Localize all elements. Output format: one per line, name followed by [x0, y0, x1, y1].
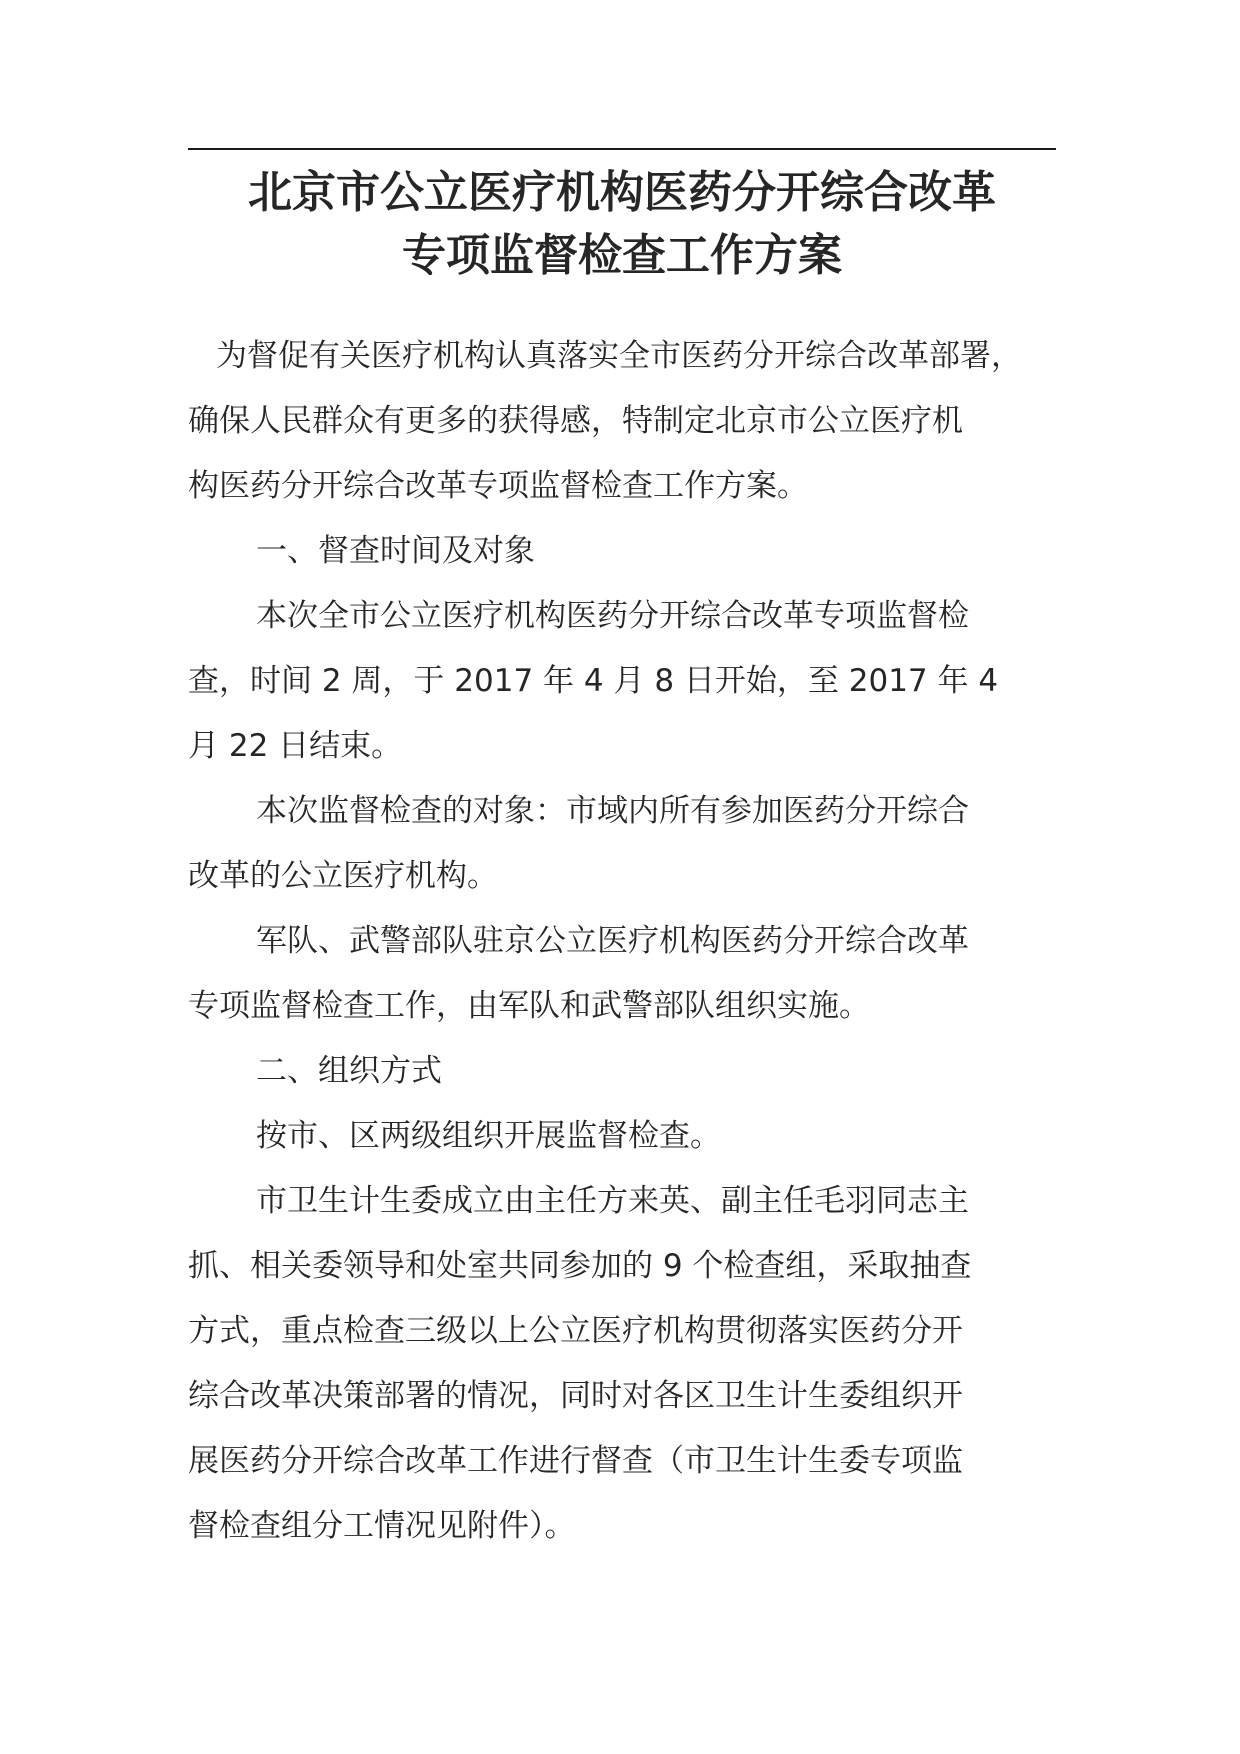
- paragraph-military-line-1: 军队、武警部队驻京公立医疗机构医药分开综合改革: [256, 923, 969, 959]
- paragraph-organization-line-1: 按市、区两级组织开展监督检查。: [256, 1118, 721, 1154]
- section-heading-2: 二、组织方式: [256, 1053, 442, 1089]
- paragraph-groups-line-4: 综合改革决策部署的情况，同时对各区卫生计生委组织开: [188, 1378, 963, 1414]
- paragraph-time-line-3: 月 22 日结束。: [188, 728, 403, 764]
- paragraph-scope-line-2: 改革的公立医疗机构。: [188, 858, 498, 894]
- paragraph-scope-line-1: 本次监督检查的对象：市域内所有参加医药分开综合: [256, 793, 969, 829]
- paragraph-time-line-1: 本次全市公立医疗机构医药分开综合改革专项监督检: [256, 598, 969, 634]
- paragraph-military-line-2: 专项监督检查工作，由军队和武警部队组织实施。: [188, 988, 870, 1024]
- paragraph-intro-line-1: 为督促有关医疗机构认真落实全市医药分开综合改革部署，: [216, 338, 1022, 374]
- paragraph-groups-line-5: 展医药分开综合改革工作进行督查（市卫生计生委专项监: [188, 1443, 963, 1479]
- paragraph-time-line-2: 查，时间 2 周，于 2017 年 4 月 8 日开始，至 2017 年 4: [188, 663, 999, 699]
- section-heading-1: 一、督查时间及对象: [256, 533, 535, 569]
- document-body: [188, 324, 1068, 1559]
- paragraph-intro-line-2: 确保人民群众有更多的获得感，特制定北京市公立医疗机: [188, 403, 963, 439]
- paragraph-groups-line-2: 抓、相关委领导和处室共同参加的 9 个检查组，采取抽查: [188, 1248, 972, 1284]
- document-title-line-2: 专项监督检查工作方案: [402, 230, 842, 281]
- header-rule: [188, 148, 1056, 150]
- document-title-line-1: 北京市公立医疗机构医药分开综合改革: [248, 167, 996, 218]
- paragraph-groups-line-1: 市卫生计生委成立由主任方来英、副主任毛羽同志主: [256, 1183, 969, 1219]
- paragraph-groups-line-3: 方式，重点检查三级以上公立医疗机构贯彻落实医药分开: [188, 1313, 963, 1349]
- paragraph-intro-line-3: 构医药分开综合改革专项监督检查工作方案。: [188, 468, 808, 504]
- paragraph-groups-line-6: 督检查组分工情况见附件）。: [188, 1508, 576, 1544]
